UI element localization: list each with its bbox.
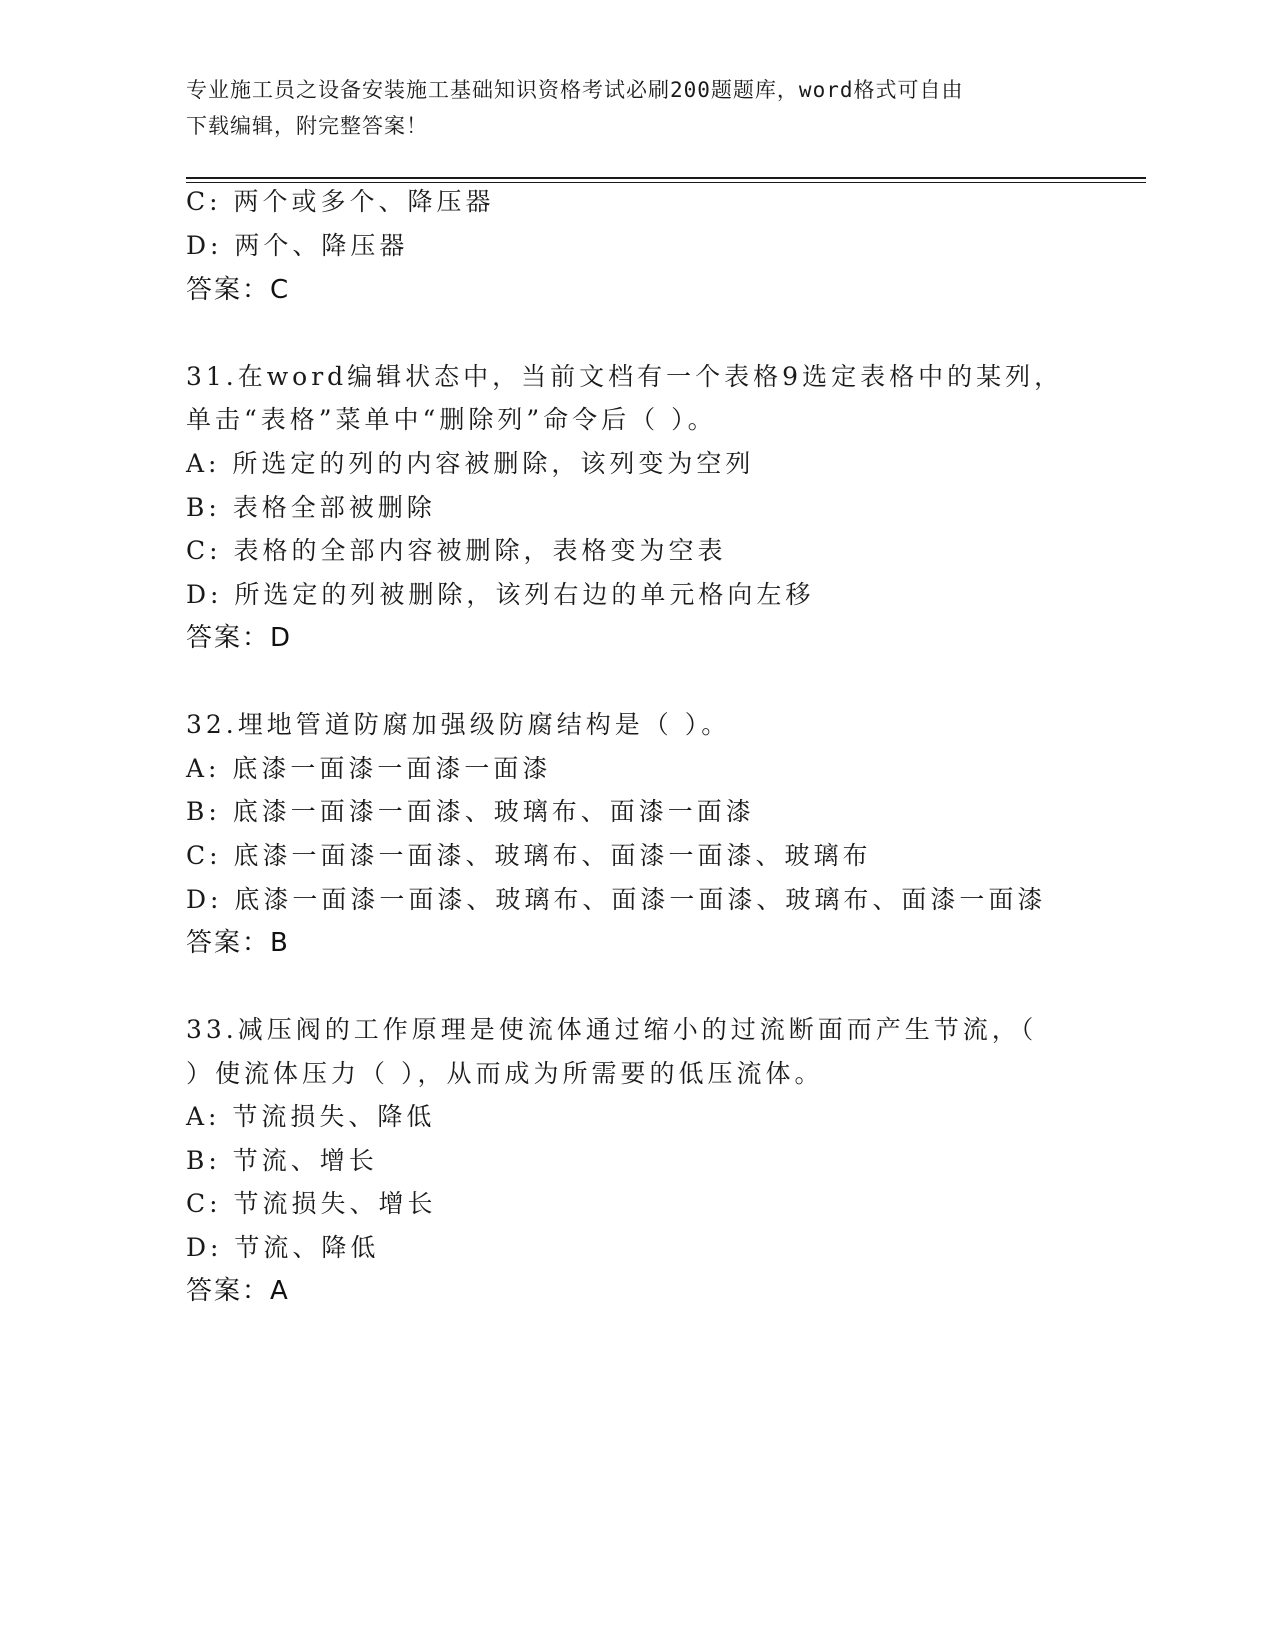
q31-option-d: D: 所选定的列被删除，该列右边的单元格向左移	[186, 580, 815, 609]
prev-option-d: D: 两个、降压器	[186, 231, 409, 260]
q33-option-d: D: 节流、降低	[186, 1233, 380, 1262]
q32-answer: 答案：B	[186, 928, 290, 958]
q33-stem-line-1: 33.减压阀的工作原理是使流体通过缩小的过流断面而产生节流，（	[186, 1015, 1038, 1044]
header-divider-thick	[186, 177, 1146, 179]
q31-stem-line-2: 单击“表格”菜单中“删除列”命令后（ ）。	[186, 405, 717, 434]
q32-stem-line-1: 32.埋地管道防腐加强级防腐结构是（ ）。	[186, 710, 731, 739]
q33-option-c: C: 节流损失、增长	[186, 1189, 437, 1218]
q33-stem-line-2: ）使流体压力（ ），从而成为所需要的低压流体。	[186, 1059, 824, 1088]
prev-answer: 答案：C	[186, 275, 291, 305]
header-line-1: 专业施工员之设备安装施工基础知识资格考试必刷200题题库，word格式可自由	[186, 78, 964, 102]
q31-stem-line-1: 31.在word编辑状态中，当前文档有一个表格9选定表格中的某列，	[186, 362, 1064, 391]
document-header	[186, 72, 1066, 144]
header-divider-thin	[186, 182, 1146, 183]
q31-answer: 答案：D	[186, 623, 293, 653]
q31-option-a: A: 所选定的列的内容被删除，该列变为空列	[186, 449, 755, 478]
q31-option-b: B: 表格全部被删除	[186, 493, 436, 522]
q32-option-a: A: 底漆一面漆一面漆一面漆	[186, 754, 552, 783]
q33-option-b: B: 节流、增长	[186, 1146, 378, 1175]
header-line-2: 下载编辑，附完整答案！	[186, 114, 428, 138]
q32-option-d: D: 底漆一面漆一面漆、玻璃布、面漆一面漆、玻璃布、面漆一面漆	[186, 885, 1047, 914]
q32-option-b: B: 底漆一面漆一面漆、玻璃布、面漆一面漆	[186, 797, 755, 826]
q33-option-a: A: 节流损失、降低	[186, 1102, 436, 1131]
q32-option-c: C: 底漆一面漆一面漆、玻璃布、面漆一面漆、玻璃布	[186, 841, 872, 870]
prev-option-c: C: 两个或多个、降压器	[186, 187, 495, 216]
q31-option-c: C: 表格的全部内容被删除，表格变为空表	[186, 536, 727, 565]
q33-answer: 答案：A	[186, 1276, 290, 1306]
